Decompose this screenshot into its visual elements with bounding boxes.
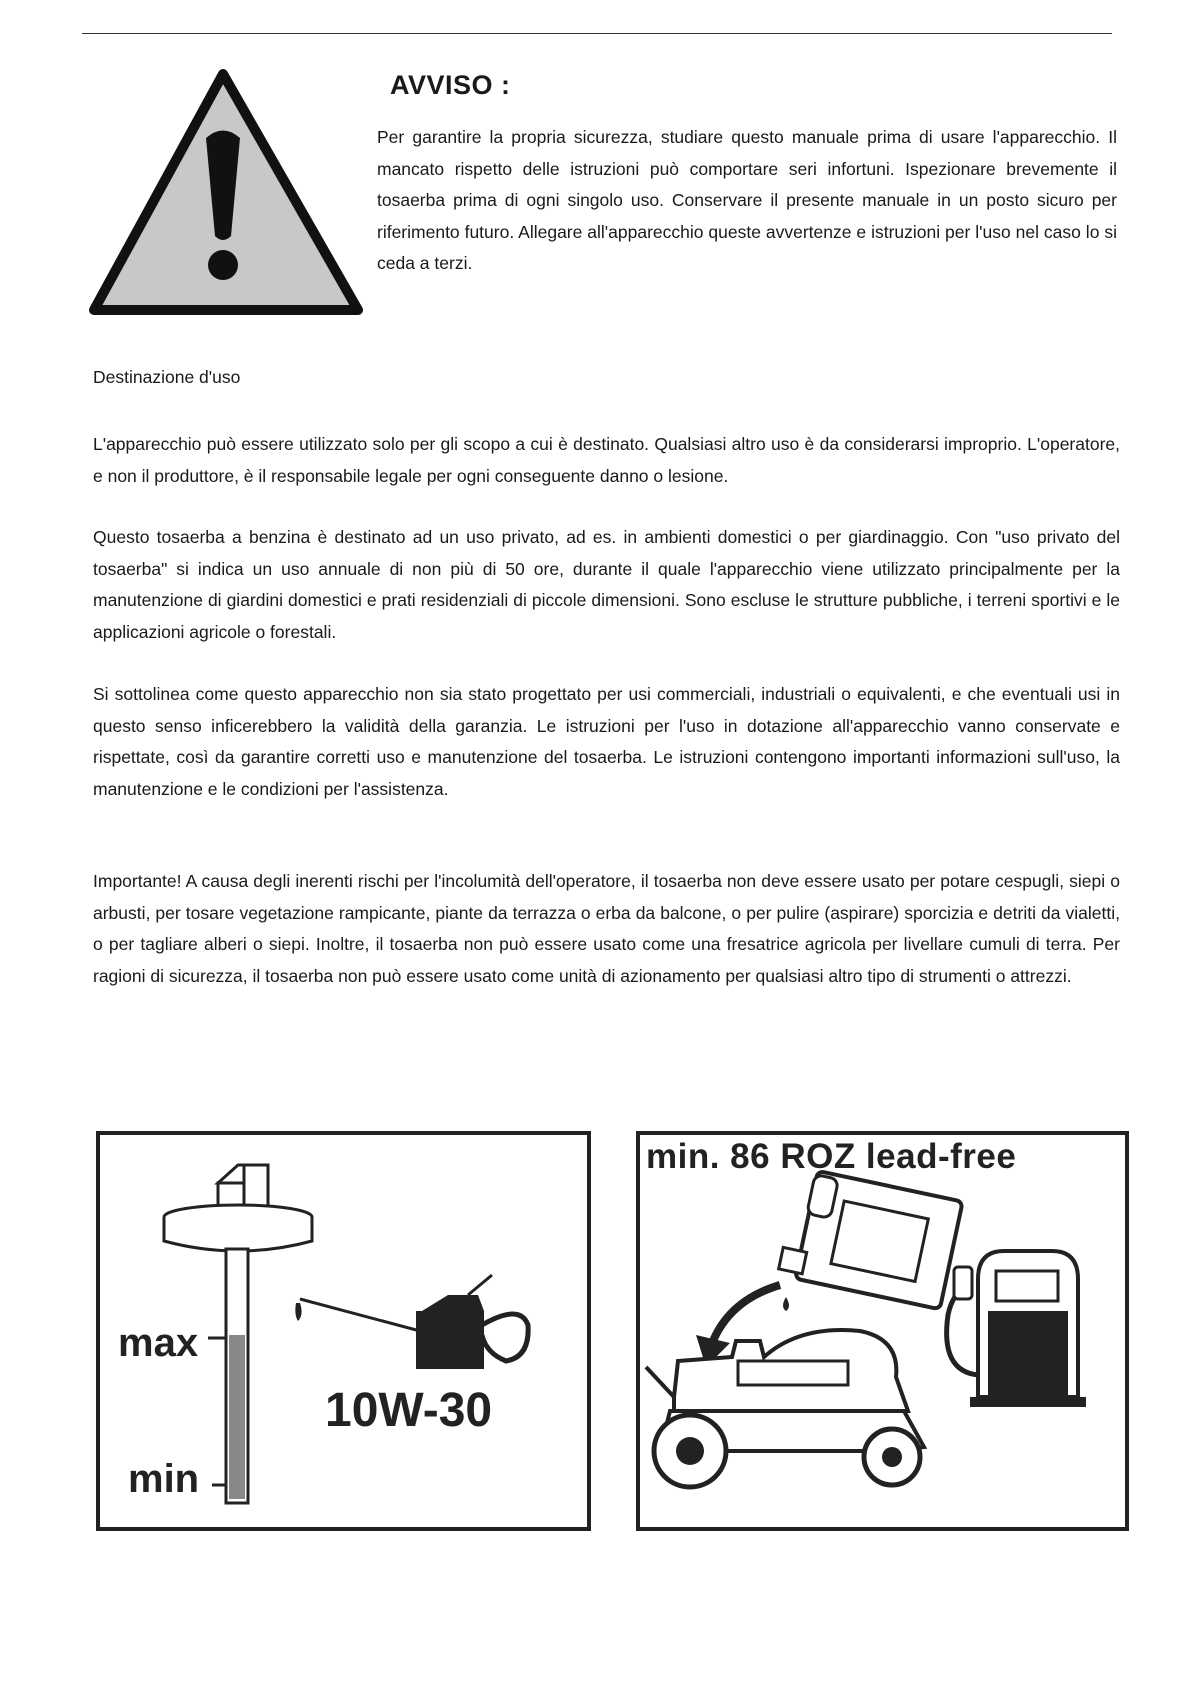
- fuel-instruction-panel: [636, 1131, 1129, 1531]
- oil-instruction-panel: [96, 1131, 591, 1531]
- paragraph-warranty: Si sottolinea come questo apparecchio non sia stato progettato per usi commerciali, industriali o equivalenti, e che eventuali usi in questo senso inficerebbero la validità della garanzia. Le istruzioni per l'uso in dotazione all'apparecchio vanno conservate e rispettate, così da garantire corretti uso e manutenzione del tosaerba. Le istruzioni contengono importanti informazioni sull'uso, la manutenzione e le condizioni per l'assistenza.: [93, 684, 1120, 799]
- fuel-type-label: min. 86 ROZ lead-free: [646, 1137, 1017, 1176]
- paragraph-intended-use: L'apparecchio può essere utilizzato solo per gli scopo a cui è destinato. Qualsiasi altro uso è da considerarsi improprio. L'operatore, e non il produttore, è il responsabile legale per ogni conseguente danno o lesione.: [93, 434, 1120, 486]
- paragraph-private-use: Questo tosaerba a benzina è destinato ad un uso privato, ad es. in ambienti domestici o per giardinaggio. Con "uso privato del tosaerba" si indica un uso annuale di non più di 50 ore, durante il quale l'apparecchio viene utilizzato principalmente per la manutenzione di giardini domestici e prati residenziali di piccole dimensioni. Sono escluse le strutture pubbliche, i terreni sportivi e le applicazioni agricole o forestali.: [93, 527, 1120, 642]
- warning-text: Per garantire la propria sicurezza, studiare questo manuale prima di usare l'apparecchio. Il mancato rispetto delle istruzioni può comportare seri infortuni. Ispezionare brevemente il tosaerba prima di ogni singolo uso. Conservare il presente manuale in un posto sicuro per riferimento futuro. Allegare all'apparecchio queste avvertenze e istruzioni per l'uso nel caso lo si ceda a terzi.: [377, 127, 1117, 273]
- max-label: max: [118, 1321, 199, 1365]
- section-heading: Destinazione d'uso: [93, 367, 241, 387]
- top-rule: [82, 33, 1112, 34]
- fuel-refill-illustration: [640, 1135, 1125, 1527]
- warning-triangle-icon: [88, 68, 366, 318]
- min-label: min: [128, 1457, 200, 1501]
- paragraph-important: Importante! A causa degli inerenti rischi per l'incolumità dell'operatore, il tosaerba non deve essere usato per potare cespugli, siepi o arbusti, per tosare vegetazione rampicante, piante da terrazza o erba da balcone, o per pulire (aspirare) sporcizia e detriti da vialetti, o per tagliare alberi o siepi. Inoltre, il tosaerba non può essere usato come una fresatrice agricola per livellare cumuli di terra. Per ragioni di sicurezza, il tosaerba non può essere usato come unità di azionamento per qualsiasi altro tipo di strumenti o attrezzi.: [93, 871, 1120, 986]
- warning-title: AVVISO :: [390, 70, 511, 100]
- oil-type-label: 10W-30: [325, 1384, 493, 1437]
